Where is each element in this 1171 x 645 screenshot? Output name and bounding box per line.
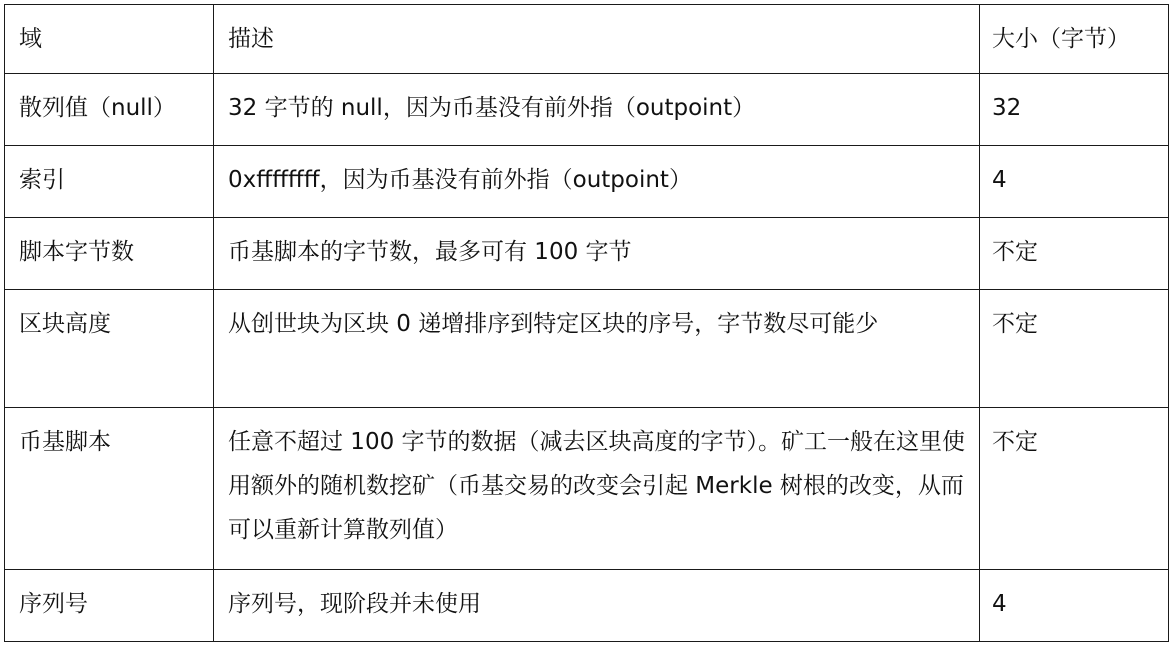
table-header-row [5,5,1169,74]
row-field: 索引 [5,146,214,218]
table-row [5,146,1169,218]
header-size: 大小（字节） [980,5,1169,74]
coinbase-input-structure-table [4,4,1169,642]
row-size: 不定 [980,290,1169,408]
row-description: 任意不超过 100 字节的数据（减去区块高度的字节）。矿工一般在这里使用额外的随机数挖矿（币基交易的改变会引起 Merkle 树根的改变，从而可以重新计算散列值） [214,408,980,570]
row-size: 32 [980,74,1169,146]
header-field: 域 [5,5,214,74]
row-size: 4 [980,146,1169,218]
row-description: 32 字节的 null，因为币基没有前外指（outpoint） [214,74,980,146]
header-description: 描述 [214,5,980,74]
table-row [5,218,1169,290]
row-description: 币基脚本的字节数，最多可有 100 字节 [214,218,980,290]
row-size: 4 [980,570,1169,642]
row-field: 区块高度 [5,290,214,408]
row-field: 序列号 [5,570,214,642]
row-field: 散列值（null） [5,74,214,146]
table-row [5,290,1169,408]
table-row [5,570,1169,642]
table-row [5,74,1169,146]
row-description: 序列号，现阶段并未使用 [214,570,980,642]
row-description: 0xffffffff，因为币基没有前外指（outpoint） [214,146,980,218]
table-row [5,408,1169,570]
row-size: 不定 [980,218,1169,290]
row-field: 币基脚本 [5,408,214,570]
row-field: 脚本字节数 [5,218,214,290]
row-description: 从创世块为区块 0 递增排序到特定区块的序号，字节数尽可能少 [214,290,980,408]
row-size: 不定 [980,408,1169,570]
